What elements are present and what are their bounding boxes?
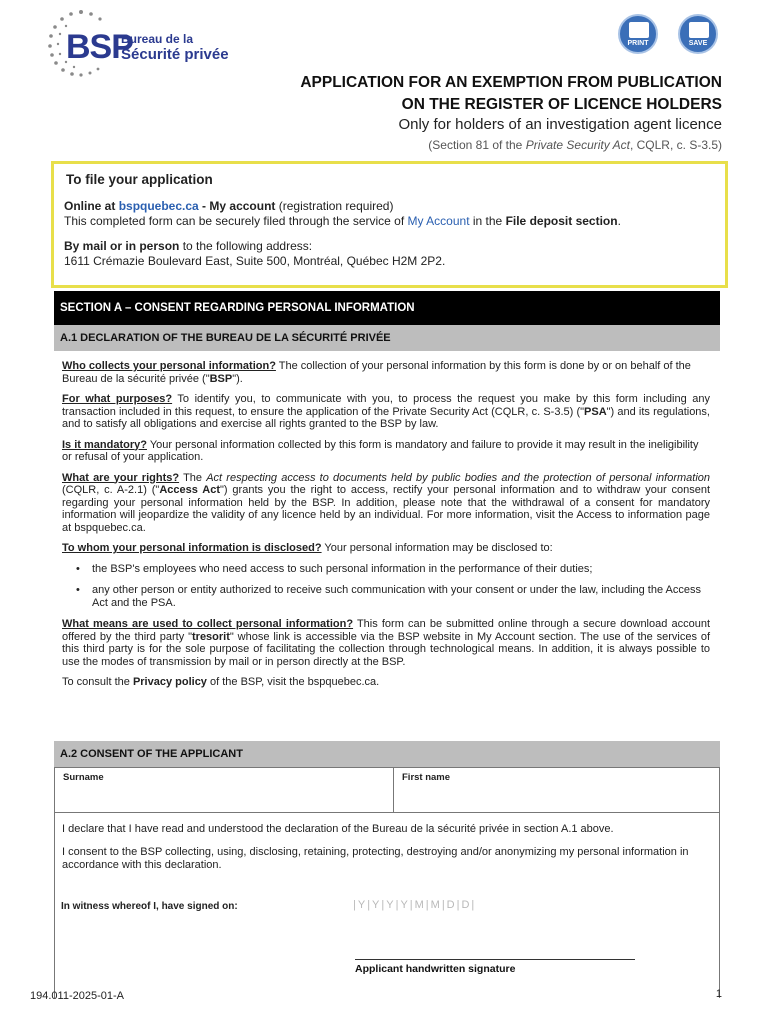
rights-access-act: Access Act [159,484,221,496]
purpose-question: For what purposes? [62,393,173,405]
online-suffix: (registration required) [275,199,394,213]
completed-end: . [617,214,621,228]
completed-middle: in the [469,214,506,228]
rights-paragraph [62,472,710,535]
privacy-prefix: To consult the [62,676,133,688]
save-button[interactable] [678,14,718,54]
file-box-heading: To file your application [66,172,213,187]
first-name-label: First name [402,772,451,783]
purpose-paragraph [62,393,710,431]
disclosure-list [62,563,710,610]
section-a-heading: SECTION A – CONSENT REGARDING PERSONAL INFORMATION [54,291,720,325]
printer-icon [629,22,649,38]
who-paragraph [62,360,710,385]
online-line [64,199,715,214]
save-button-label: SAVE [688,40,708,47]
page-number: 1 [715,988,722,1000]
print-button[interactable] [618,14,658,54]
floppy-disk-icon [689,22,709,38]
means-tresorit: tresorit [192,630,230,643]
disclosed-question: To whom your personal information is disclosed? [62,542,322,554]
page-subtitle: Only for holders of an investigation agent licence [398,116,722,133]
means-end: " whose link is accessible via the BSP website in My Account section. The use of the services of this third party is for the sole purpose of facilitating the collection through technological means. In addition, it is always possible to use the modes of transmission by mail or in person directly at the BSP. [62,630,711,668]
bsp-logo [46,8,236,78]
name-fields [54,767,720,813]
privacy-suffix: of the BSP, visit the bspquebec.ca. [206,676,380,688]
rights-question: What are your rights? [62,471,180,484]
legal-ref-suffix: , CQLR, c. S-3.5) [629,138,722,152]
mail-rest: to the following address: [179,239,313,253]
online-prefix: Online at [64,199,119,213]
who-bsp: BSP [209,372,233,385]
signature-line[interactable] [355,959,635,960]
form-code: 194.011-2025-01-A [30,990,124,1002]
file-deposit-section-text: File deposit section [505,214,618,228]
purpose-answer: To identify you, to communicate with you, to process the request you make by this form including any transaction included in this request, to ensure the application of the Private Security Act (CQLR, c. S-3.5) (" [62,393,710,418]
list-item: • any other person or entity authorized to receive such communication with your consent or under the law, including the Access Act and the PSA. [62,584,710,609]
consent-statement: I consent to the BSP collecting, using, disclosing, retaining, protecting, destroying and/or anonymizing my personal information in accordance with this declaration. [62,846,689,871]
legal-reference [428,138,722,152]
means-answer: This form can be submitted online through a secure download account offered by the third party " [62,618,710,643]
mandatory-paragraph [62,439,710,464]
bspquebec-link[interactable]: bspquebec.ca [118,199,199,213]
legal-ref-prefix: (Section 81 of the [428,138,526,152]
signature-date-field[interactable]: |Y|Y|Y|Y|M|M|D|D| [353,899,477,911]
mandatory-answer: Your personal information collected by this form is mandatory and failure to provide it may result in the ineligibility or refusal of your application. [62,438,699,463]
who-answer: The collection of your personal information by this form is done by or on behalf of the Bureau de la sécurité privée (" [62,360,691,385]
first-name-field[interactable] [394,768,720,812]
means-question: What means are used to collect personal information? [62,618,354,630]
privacy-paragraph [62,676,710,689]
surname-field[interactable] [54,768,394,812]
page-title [122,72,722,116]
title-line1: APPLICATION FOR AN EXEMPTION FROM PUBLICATION [300,74,722,91]
a1-declaration-body [62,360,710,697]
my-account-link[interactable]: My Account [407,214,470,228]
a1-heading: A.1 DECLARATION OF THE BUREAU DE LA SÉCURITÉ PRIVÉE [54,325,720,351]
purpose-end: ") and its regulations, and to satisfy all obligations and exercise all rights granted to the BSP by law. [62,405,710,430]
disclosed-answer: Your personal information may be disclosed to: [321,542,553,554]
surname-label: Surname [63,772,104,783]
consent-box [54,813,720,998]
privacy-policy-text: Privacy policy [132,676,207,688]
title-line2: ON THE REGISTER OF LICENCE HOLDERS [401,96,722,113]
disclosed-paragraph [62,542,710,555]
rights-mid: (CQLR, c. A-2.1) (" [62,484,160,496]
purpose-psa: PSA [584,405,607,418]
rights-end: ") grants you the right to access, rectify your personal information and to withdraw your consent regarding your personal information held by the BSP. In addition, please note that the withdrawal of a consent for mandatory information will jeopardize the validity of any licence held by an individual. For more information, visit the Access to information page at bspquebec.ca. [62,484,711,534]
file-instructions-box [51,161,728,288]
means-paragraph [62,618,710,668]
declare-statement: I declare that I have read and understood the declaration of the Bureau de la sécurité privée in section A.1 above. [62,823,614,835]
rights-the: The [179,471,207,484]
mandatory-question: Is it mandatory? [62,438,147,451]
completed-prefix: This completed form can be securely filed through the service of [64,214,408,228]
completed-form-line [64,214,715,229]
my-account-text: My account [209,199,276,213]
who-end: "). [232,372,243,385]
mailing-address: 1611 Crémazie Boulevard East, Suite 500, Montréal, Québec H2M 2P2. [64,254,446,268]
list-item: • the BSP's employees who need access to such personal information in the performance of their duties; [62,563,710,576]
legal-ref-act: Private Security Act [525,138,630,152]
logo-acronym: BSP [66,28,133,66]
who-question: Who collects your personal information? [62,360,276,372]
witness-label: In witness whereof I, have signed on: [61,901,238,912]
rights-act-title: Act respecting access to documents held by public bodies and the protection of personal information [206,471,711,484]
online-separator: - [198,199,210,213]
logo-line2: Sécurité privée [121,46,229,63]
mail-bold: By mail or in person [64,239,180,253]
print-button-label: PRINT [627,40,649,47]
mail-line [64,239,715,254]
signature-label: Applicant handwritten signature [355,963,516,975]
a2-heading: A.2 CONSENT OF THE APPLICANT [54,741,720,767]
logo-line1: Bureau de la [121,32,194,46]
